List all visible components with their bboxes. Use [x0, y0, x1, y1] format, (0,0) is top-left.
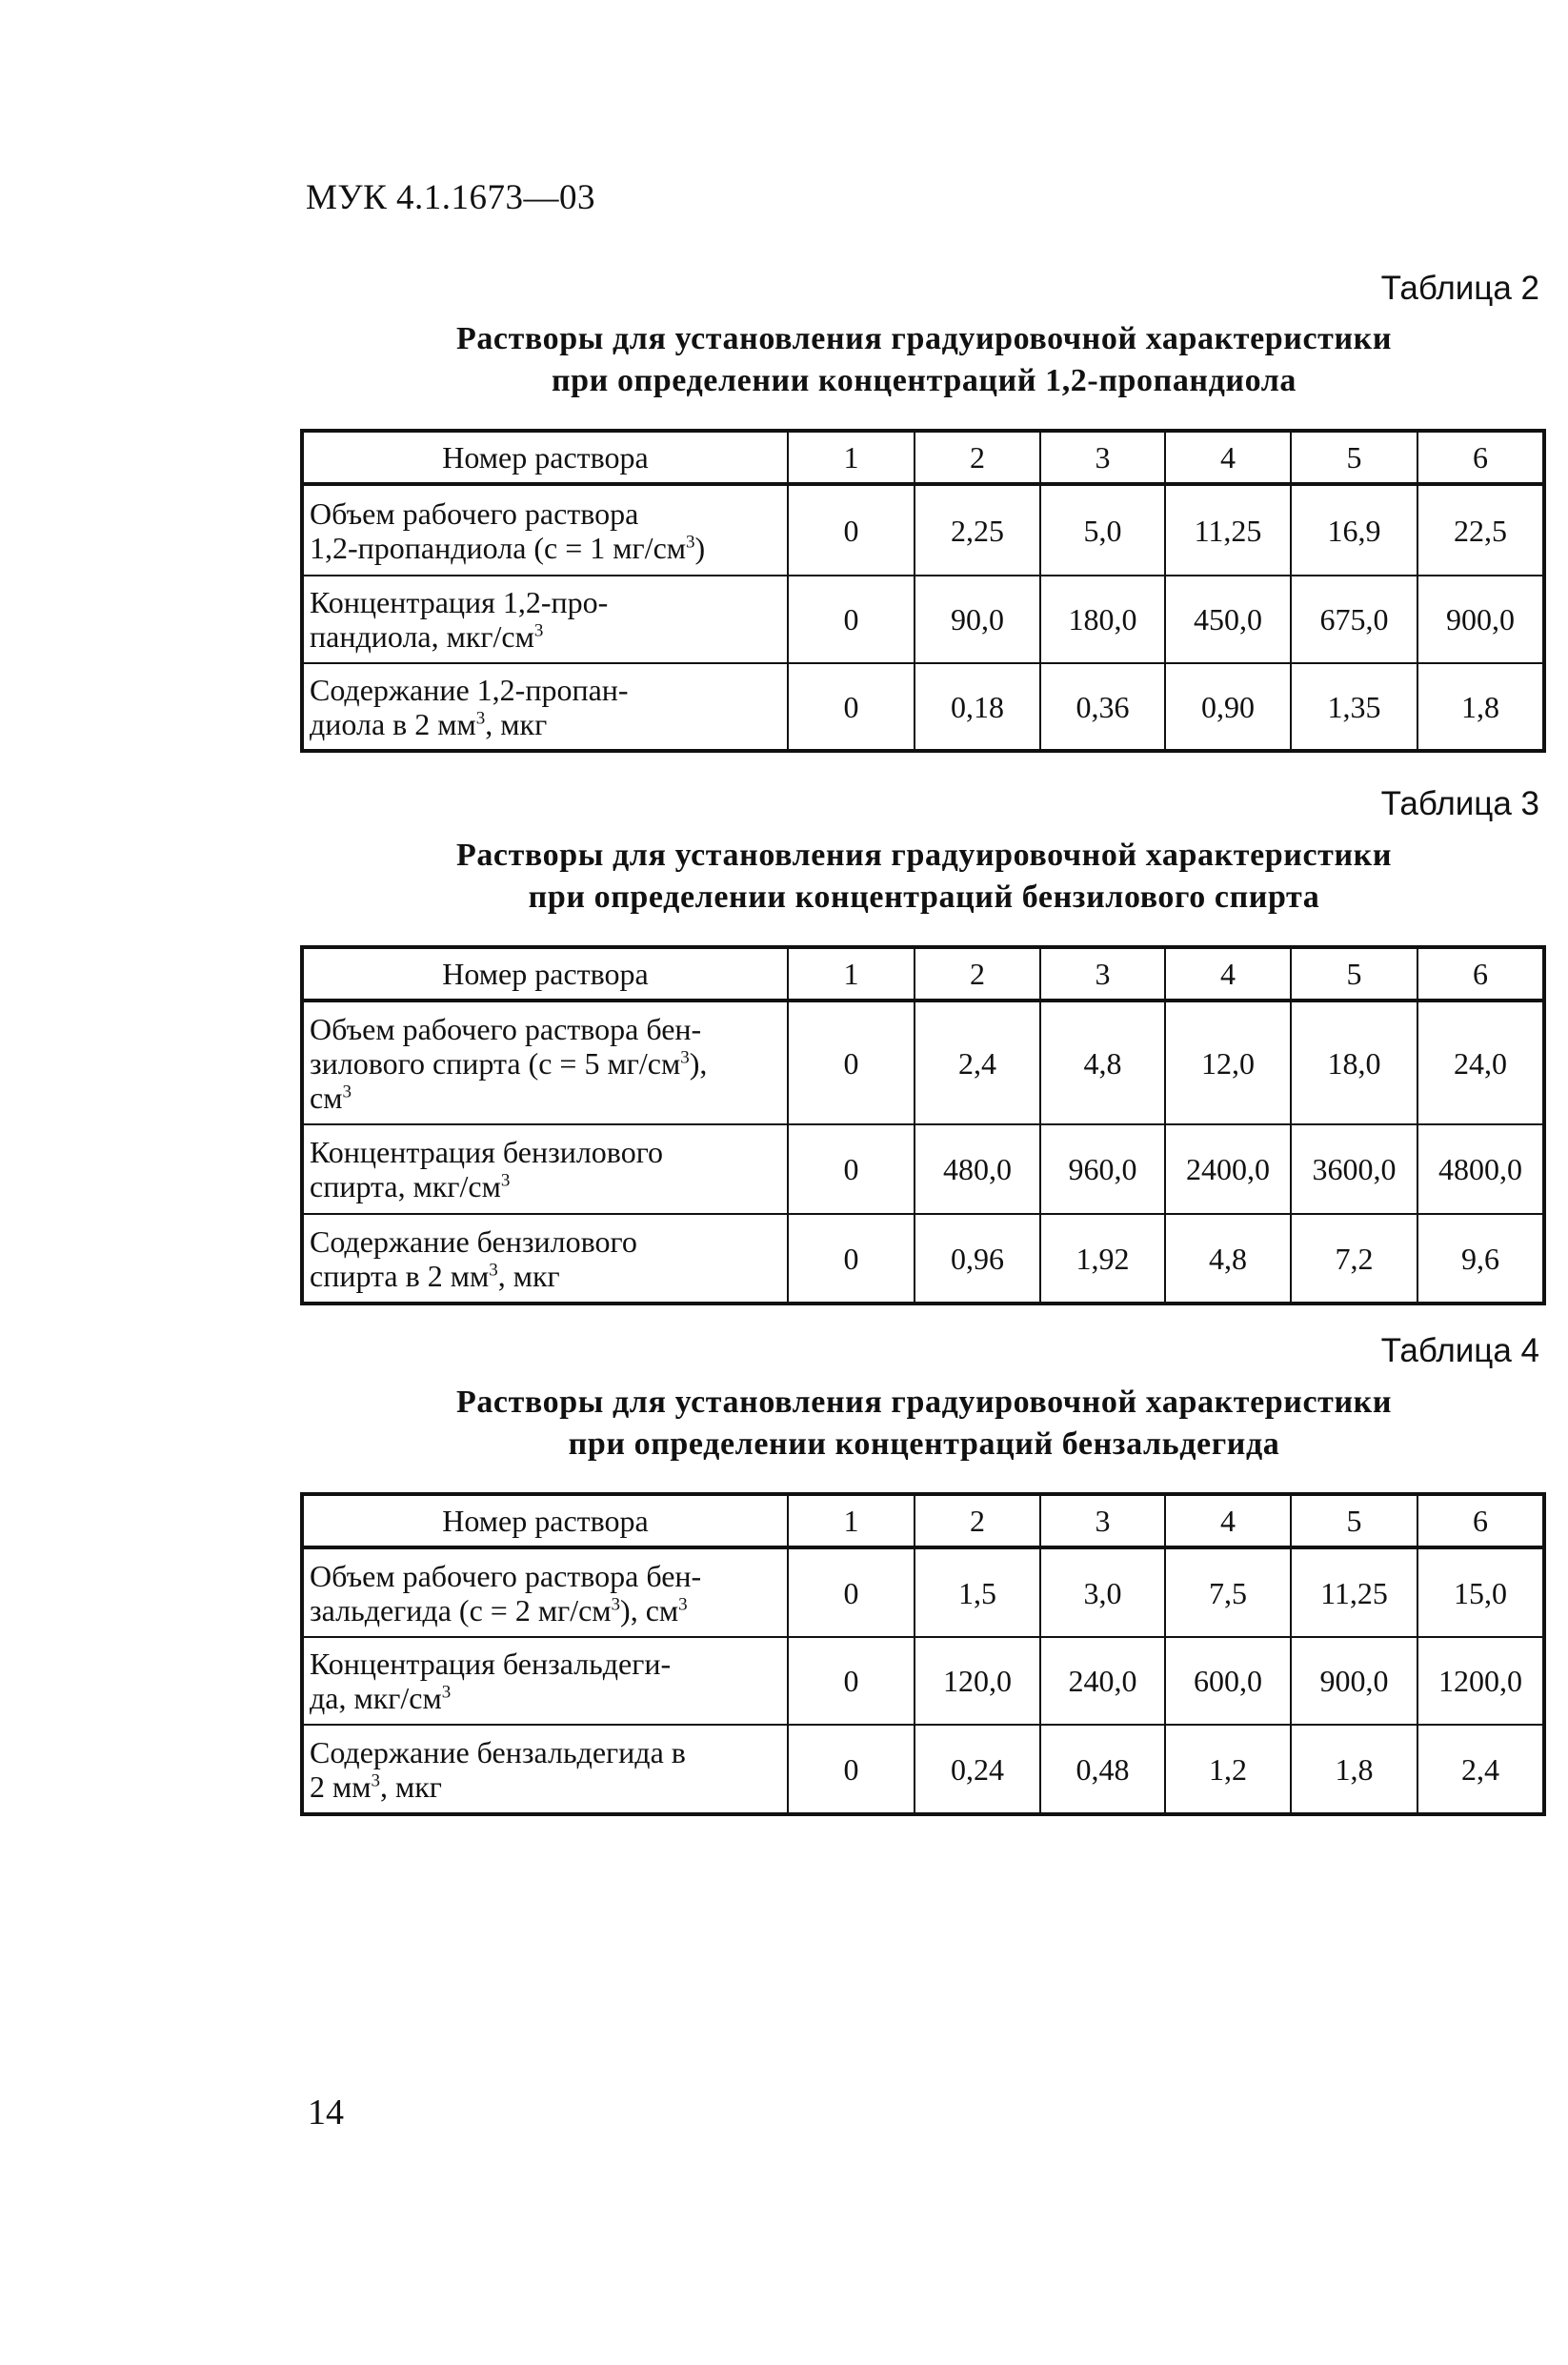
- table-cell: 0: [788, 1725, 915, 1814]
- row-label-line: да, мкг/$см^3$: [310, 1681, 452, 1715]
- table-4-col-5: 5: [1291, 1494, 1417, 1547]
- row-label-line: Объем рабочего раствора: [310, 495, 639, 531]
- table-3-title-line-2: при определении концентраций бензилового спирта: [528, 879, 1320, 915]
- table-cell: 3600,0: [1291, 1124, 1417, 1214]
- row-label-line: Объем рабочего раствора бен-: [310, 1011, 702, 1046]
- table-3-title-line-1: Растворы для установления градуировочной характеристики: [455, 838, 1393, 873]
- table-row: [302, 1124, 1544, 1214]
- table-2: [300, 429, 1546, 753]
- row-label-line: Содержание 1,2-пропан-: [310, 672, 629, 707]
- table-cell: 120,0: [915, 1637, 1040, 1725]
- table-4-col-3: 3: [1040, 1494, 1165, 1547]
- table-4-label: Таблица 4: [1380, 1332, 1539, 1369]
- table-row: [302, 1001, 1544, 1124]
- table-cell: 1,8: [1291, 1725, 1417, 1814]
- table-cell: 2400,0: [1165, 1124, 1291, 1214]
- table-cell: 0: [788, 1547, 915, 1637]
- table-cell: 0: [788, 484, 915, 576]
- table-2-col-6: 6: [1417, 431, 1544, 484]
- table-cell: 11,25: [1291, 1547, 1417, 1637]
- table-cell: 1200,0: [1417, 1637, 1544, 1725]
- row-label-line: Содержание бензальдегида в: [310, 1734, 686, 1769]
- table-cell: 0: [788, 576, 915, 663]
- table-cell: 18,0: [1291, 1001, 1417, 1124]
- table-3-col-1: 1: [788, 947, 915, 1001]
- table-cell: 480,0: [915, 1124, 1040, 1214]
- table-cell: 5,0: [1040, 484, 1165, 576]
- row-label: [302, 663, 788, 751]
- table-3-col-6: 6: [1417, 947, 1544, 1001]
- table-cell: 9,6: [1417, 1214, 1544, 1304]
- table-cell: 0: [788, 663, 915, 751]
- table-3-header-row: [302, 947, 1544, 1001]
- table-cell: 22,5: [1417, 484, 1544, 576]
- table-row: [302, 484, 1544, 576]
- table-cell: 0,48: [1040, 1725, 1165, 1814]
- table-4-col-2: 2: [915, 1494, 1040, 1547]
- table-cell: 2,4: [1417, 1725, 1544, 1814]
- table-cell: 7,5: [1165, 1547, 1291, 1637]
- table-cell: 0,18: [915, 663, 1040, 751]
- table-4-title-line-2: при определении концентраций бензальдегида: [568, 1426, 1280, 1462]
- table-4-header-label: Номер раствора: [302, 1494, 788, 1547]
- table-cell: 16,9: [1291, 484, 1417, 576]
- row-label-line: диола в 2 $мм^3$, мкг: [310, 706, 548, 741]
- table-row: [302, 1725, 1544, 1814]
- table-4-title-line-1: Растворы для установления градуировочной характеристики: [455, 1385, 1393, 1420]
- row-label-line: Концентрация 1,2-про-: [310, 585, 609, 619]
- row-label: [302, 576, 788, 663]
- row-label: [302, 484, 788, 576]
- row-label-line: Объем рабочего раствора бен-: [310, 1558, 702, 1593]
- table-cell: 4800,0: [1417, 1124, 1544, 1214]
- table-cell: 4,8: [1165, 1214, 1291, 1304]
- row-label-line: 1,2-пропандиола (с = 1 $мг/см^3$): [310, 530, 706, 565]
- table-3-header-label: Номер раствора: [302, 947, 788, 1001]
- row-label: [302, 1124, 788, 1214]
- table-2-label: Таблица 2: [1380, 270, 1539, 307]
- table-4-header-row: [302, 1494, 1544, 1547]
- table-cell: 11,25: [1165, 484, 1291, 576]
- table-row: [302, 576, 1544, 663]
- row-label: [302, 1547, 788, 1637]
- row-label-line: Концентрация бензальдеги-: [310, 1647, 672, 1681]
- table-cell: 450,0: [1165, 576, 1291, 663]
- table-cell: 960,0: [1040, 1124, 1165, 1214]
- table-cell: 1,35: [1291, 663, 1417, 751]
- table-3: [300, 945, 1546, 1305]
- table-cell: 0: [788, 1124, 915, 1214]
- row-label: [302, 1637, 788, 1725]
- table-row: [302, 663, 1544, 751]
- row-label-line: Концентрация бензилового: [310, 1135, 664, 1169]
- page-number: 14: [308, 2092, 344, 2133]
- table-4-col-6: 6: [1417, 1494, 1544, 1547]
- table-cell: 0,90: [1165, 663, 1291, 751]
- row-label: [302, 1214, 788, 1304]
- table-row: [302, 1637, 1544, 1725]
- table-2-header-row: [302, 431, 1544, 484]
- table-cell: 2,4: [915, 1001, 1040, 1124]
- table-2-title: [305, 318, 1543, 402]
- table-cell: 0: [788, 1214, 915, 1304]
- table-cell: 15,0: [1417, 1547, 1544, 1637]
- table-cell: 2,25: [915, 484, 1040, 576]
- row-label-line: Содержание бензилового: [310, 1223, 637, 1259]
- row-label-line: $см^3$: [310, 1080, 352, 1115]
- table-cell: 0: [788, 1001, 915, 1124]
- table-3-col-3: 3: [1040, 947, 1165, 1001]
- table-cell: 12,0: [1165, 1001, 1291, 1124]
- table-cell: 240,0: [1040, 1637, 1165, 1725]
- table-2-col-1: 1: [788, 431, 915, 484]
- document-header: МУК 4.1.1673—03: [306, 178, 596, 217]
- table-cell: 600,0: [1165, 1637, 1291, 1725]
- table-3-title: [305, 835, 1543, 919]
- row-label-line: спирта в 2 $мм^3$, мкг: [310, 1258, 560, 1293]
- table-row: [302, 1547, 1544, 1637]
- table-cell: 1,8: [1417, 663, 1544, 751]
- table-cell: 1,5: [915, 1547, 1040, 1637]
- table-cell: 675,0: [1291, 576, 1417, 663]
- row-label-line: пандиола, мкг/$см^3$: [310, 619, 544, 654]
- table-4-title: [305, 1382, 1543, 1465]
- table-2-col-4: 4: [1165, 431, 1291, 484]
- row-label-line: зилового спирта (с = 5 $мг/см^3$),: [310, 1045, 708, 1081]
- row-label-line: спирта, мкг/$см^3$: [310, 1169, 511, 1203]
- table-4: [300, 1492, 1546, 1816]
- table-cell: 0,36: [1040, 663, 1165, 751]
- table-cell: 3,0: [1040, 1547, 1165, 1637]
- table-3-label: Таблица 3: [1380, 785, 1539, 822]
- table-4-col-1: 1: [788, 1494, 915, 1547]
- table-4-col-4: 4: [1165, 1494, 1291, 1547]
- table-cell: 90,0: [915, 576, 1040, 663]
- table-cell: 0,96: [915, 1214, 1040, 1304]
- table-2-col-5: 5: [1291, 431, 1417, 484]
- table-cell: 180,0: [1040, 576, 1165, 663]
- table-2-col-2: 2: [915, 431, 1040, 484]
- table-cell: 4,8: [1040, 1001, 1165, 1124]
- table-cell: 24,0: [1417, 1001, 1544, 1124]
- row-label: [302, 1001, 788, 1124]
- table-3-col-2: 2: [915, 947, 1040, 1001]
- row-label-line: 2 $мм^3$, мкг: [310, 1769, 442, 1804]
- table-cell: 900,0: [1291, 1637, 1417, 1725]
- table-2-title-line-1: Растворы для установления градуировочной характеристики: [455, 321, 1393, 356]
- row-label-line: зальдегида (с = 2 $мг/см^3$), $см^3$: [310, 1592, 688, 1627]
- table-row: [302, 1214, 1544, 1304]
- table-3-col-5: 5: [1291, 947, 1417, 1001]
- table-2-header-label: Номер раствора: [302, 431, 788, 484]
- table-cell: 7,2: [1291, 1214, 1417, 1304]
- table-cell: 1,2: [1165, 1725, 1291, 1814]
- table-3-col-4: 4: [1165, 947, 1291, 1001]
- table-cell: 0,24: [915, 1725, 1040, 1814]
- table-2-col-3: 3: [1040, 431, 1165, 484]
- table-cell: 0: [788, 1637, 915, 1725]
- table-cell: 900,0: [1417, 576, 1544, 663]
- row-label: [302, 1725, 788, 1814]
- table-2-title-line-2: при определении концентраций 1,2-пропандиола: [551, 363, 1297, 398]
- table-cell: 1,92: [1040, 1214, 1165, 1304]
